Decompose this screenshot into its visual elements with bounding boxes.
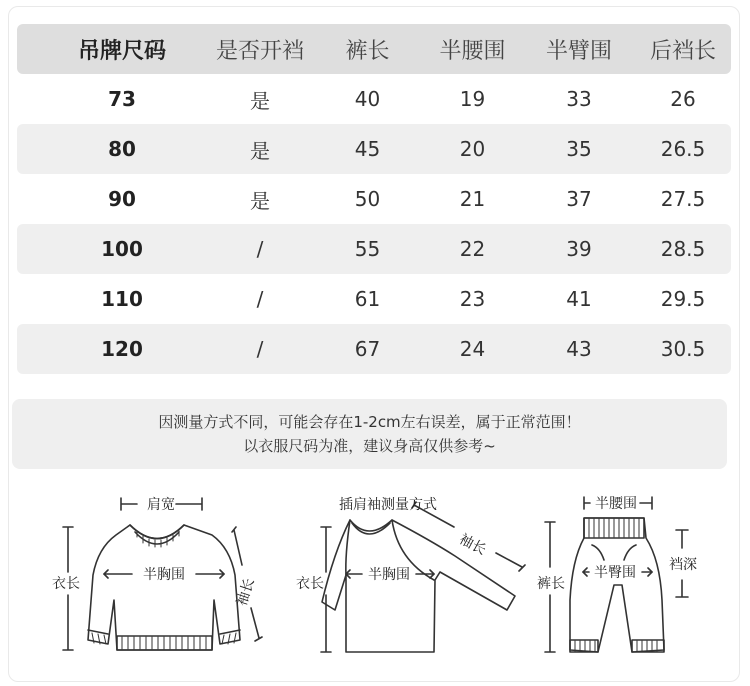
header-open-crotch: 是否开裆 — [215, 38, 304, 64]
header-tag-size: 吊牌尺码 — [77, 38, 166, 64]
raglan-length-label: 衣长 — [296, 576, 324, 592]
pants-illustration — [570, 518, 664, 652]
raglan-sleeve-label: 袖长 — [456, 531, 489, 559]
sweater-chest-label: 半胸围 — [143, 567, 185, 583]
pants-length-label: 裤长 — [537, 576, 565, 592]
raglan-chest-label: 半胸围 — [368, 567, 410, 583]
header-pants-length: 裤长 — [345, 38, 390, 64]
note-line-1: 因测量方式不同，可能会存在1-2cm左右误差，属于正常范围！ — [158, 413, 581, 431]
pants-waist-label: 半腰围 — [595, 496, 637, 512]
table-row: 120 / 67 24 43 30.5 — [17, 324, 731, 374]
note-line-2: 以衣服尺码为准，建议身高仅供参考~ — [243, 437, 496, 455]
raglan-title: 插肩袖测量方式 — [339, 497, 437, 513]
table-row: 73 是 40 19 33 26 — [108, 87, 696, 113]
pants-thigh-label: 半臀围 — [594, 565, 636, 581]
sweater-length-label: 衣长 — [52, 576, 80, 592]
header-half-waist: 半腰围 — [439, 38, 506, 64]
header-back-rise: 后裆长 — [649, 38, 716, 64]
shoulder-label: 肩宽 — [147, 497, 175, 513]
pants-rise-label: 裆深 — [669, 557, 697, 573]
sweater-sleeve-label: 袖长 — [234, 576, 258, 609]
header-half-arm: 半臂围 — [545, 38, 612, 64]
table-row: 80 是 45 20 35 26.5 — [17, 124, 731, 174]
sweater-illustration — [88, 525, 240, 650]
table-row: 90 是 50 21 37 27.5 — [108, 187, 706, 213]
raglan-illustration — [322, 520, 515, 652]
table-row: 110 / 61 23 41 29.5 — [101, 287, 706, 311]
table-row: 100 / 55 22 39 28.5 — [17, 224, 731, 274]
